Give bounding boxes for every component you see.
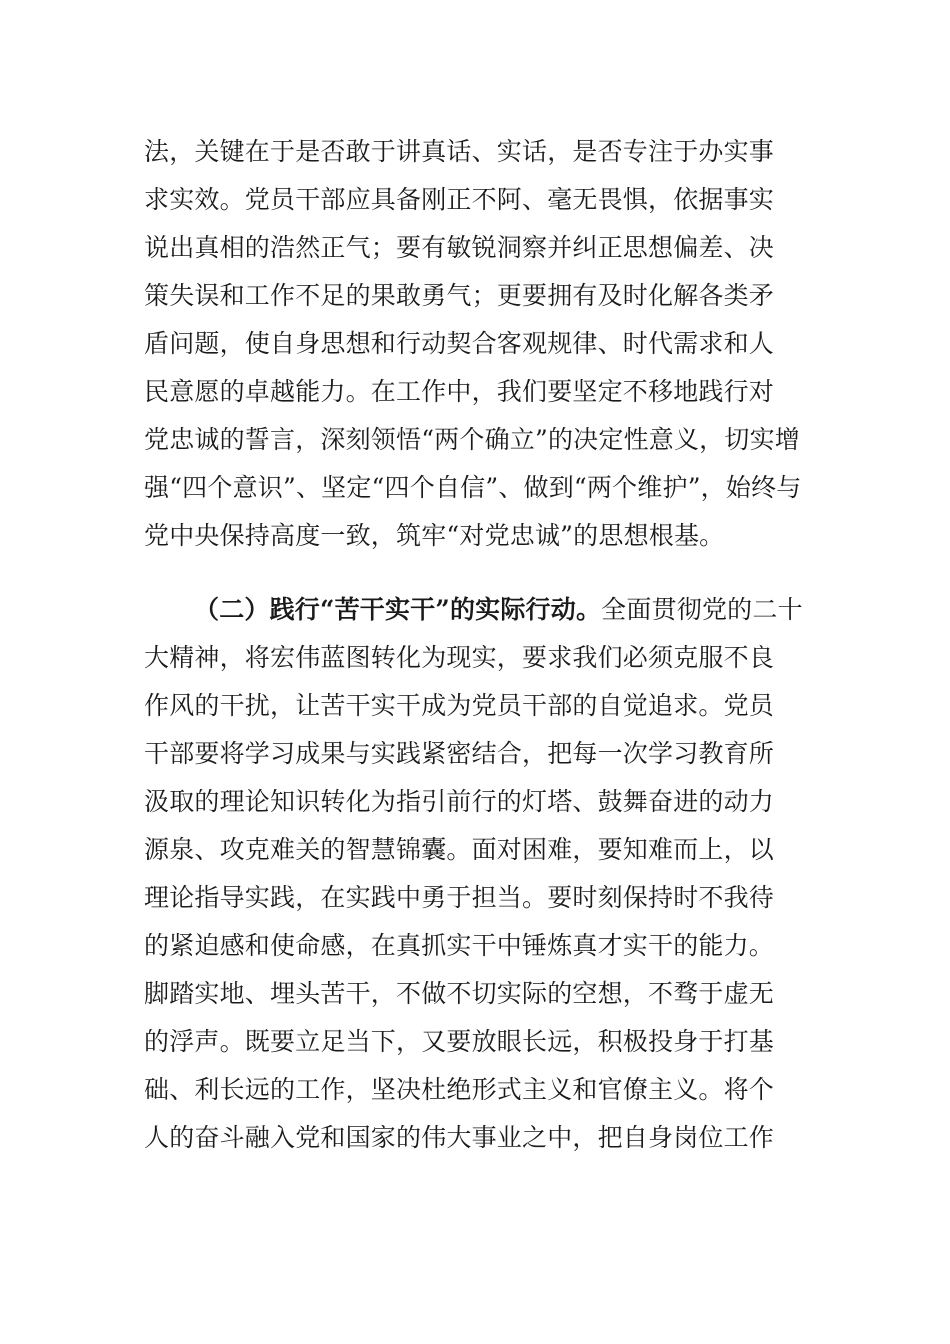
paragraph-line: 大精神，将宏伟蓝图转化为现实，要求我们必须克服不良 <box>144 643 775 672</box>
paragraph-line: 策失误和工作不足的果敢勇气；更要拥有及时化解各类矛 <box>144 281 775 310</box>
section-heading: （二）践行“苦干实干”的实际行动。 <box>194 595 602 624</box>
heading-continuation: 全面贯彻党的二十 <box>601 595 803 624</box>
paragraph-line: 础、利长远的工作，坚决杜绝形式主义和官僚主义。将个 <box>144 1075 775 1104</box>
paragraph-line: 强“四个意识”、坚定“四个自信”、做到“两个维护”，始终与 <box>144 473 802 502</box>
paragraph-line: 汲取的理论知识转化为指引前行的灯塔、鼓舞奋进的动力 <box>144 787 775 816</box>
paragraph-line: 法，关键在于是否敢于讲真话、实话，是否专注于办实事 <box>144 137 775 166</box>
paragraph-line: 干部要将学习成果与实践紧密结合，把每一次学习教育所 <box>144 739 775 768</box>
paragraph-line: 人的奋斗融入党和国家的伟大事业之中，把自身岗位工作 <box>144 1123 775 1152</box>
paragraph-line: 盾问题，使自身思想和行动契合客观规律、时代需求和人 <box>144 329 775 358</box>
paragraph-line: 的紧迫感和使命感，在真抓实干中锤炼真才实干的能力。 <box>144 931 775 960</box>
paragraph-line: 民意愿的卓越能力。在工作中，我们要坚定不移地践行对 <box>144 377 775 406</box>
paragraph-first-line <box>144 586 808 634</box>
paragraph-line: 党中央保持高度一致，筑牢“对党忠诚”的思想根基。 <box>144 521 725 550</box>
paragraph-line: 作风的干扰，让苦干实干成为党员干部的自觉追求。党员 <box>144 691 775 720</box>
paragraph-line: 说出真相的浩然正气；要有敏锐洞察并纠正思想偏差、决 <box>144 233 775 262</box>
paragraph-line: 党忠诚的誓言，深刻领悟“两个确立”的决定性意义，切实增 <box>144 425 800 454</box>
paragraph-line: 脚踏实地、埋头苦干，不做不切实际的空想，不骛于虚无 <box>144 979 775 1008</box>
paragraph-line: 理论指导实践，在实践中勇于担当。要时刻保持时不我待 <box>144 883 775 912</box>
paragraph-hard-work <box>144 586 808 1162</box>
paragraph-loyalty <box>144 128 808 560</box>
paragraph-line: 源泉、攻克难关的智慧锦囊。面对困难，要知难而上，以 <box>144 835 775 864</box>
paragraph-line: 的浮声。既要立足当下，又要放眼长远，积极投身于打基 <box>144 1027 775 1056</box>
paragraph-line: 求实效。党员干部应具备刚正不阿、毫无畏惧，依据事实 <box>144 185 775 214</box>
